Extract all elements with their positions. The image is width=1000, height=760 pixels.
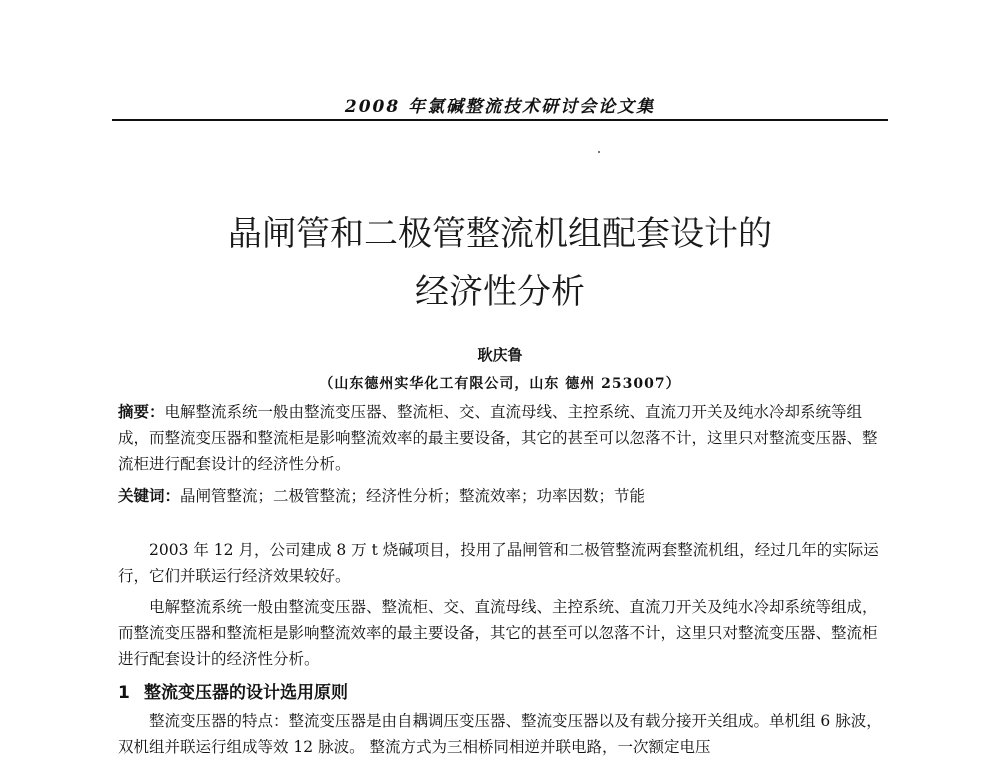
running-header: 2008 年氯碱整流技术研讨会论文集 <box>344 97 656 117</box>
section-title: 整流变压器的设计选用原则 <box>144 683 348 703</box>
section-heading-1 <box>118 678 348 703</box>
abstract-label: 摘要： <box>118 403 165 421</box>
body-paragraph-2: 电解整流系统一般由整流变压器、整流柜、交、直流母线、主控系统、直流刀开关及纯水冷却系统等组成，而整流变压器和整流柜是影响整流效率的最主要设备，其它的甚至可以忽落不计，这里只对整流变压器、整流柜进行配套设计的经济性分析。 <box>118 598 878 668</box>
section-number: 1 <box>118 683 130 703</box>
keywords-text: 晶闸管整流；二极管整流；经济性分析；整流效率；功率因数；节能 <box>180 487 646 505</box>
paper-title-line-1: 晶闸管和二极管整流机组配套设计的 <box>228 214 772 254</box>
abstract <box>118 399 888 477</box>
paper-title-line-2: 经济性分析 <box>415 272 585 312</box>
affiliation: （山东德州实华化工有限公司，山东 德州 253007） <box>319 376 681 392</box>
keywords <box>118 484 888 508</box>
header-rule <box>112 119 888 121</box>
scan-speck <box>598 151 600 153</box>
author: 耿庆鲁 <box>477 346 523 364</box>
keywords-label: 关键词： <box>118 487 181 505</box>
body-paragraph-3: 整流变压器的特点：整流变压器是由自耦调压变压器、整流变压器以及有载分接开关组成。单机组 6 脉波，双机组并联运行组成等效 12 脉波。 整流方式为三相桥同相逆并联电路，一次额定电压 <box>118 712 882 756</box>
abstract-text: 电解整流系统一般由整流变压器、整流柜、交、直流母线、主控系统、直流刀开关及纯水冷却系统等组成，而整流变压器和整流柜是影响整流效率的最主要设备，其它的甚至可以忽落不计，这里只对整流变压器、整流柜进行配套设计的经济性分析。 <box>118 403 878 473</box>
body-paragraph-1: 2003 年 12 月，公司建成 8 万 t 烧碱项目，投用了晶闸管和二极管整流两套整流机组，经过几年的实际运行，它们并联运行经济效果较好。 <box>118 541 879 585</box>
